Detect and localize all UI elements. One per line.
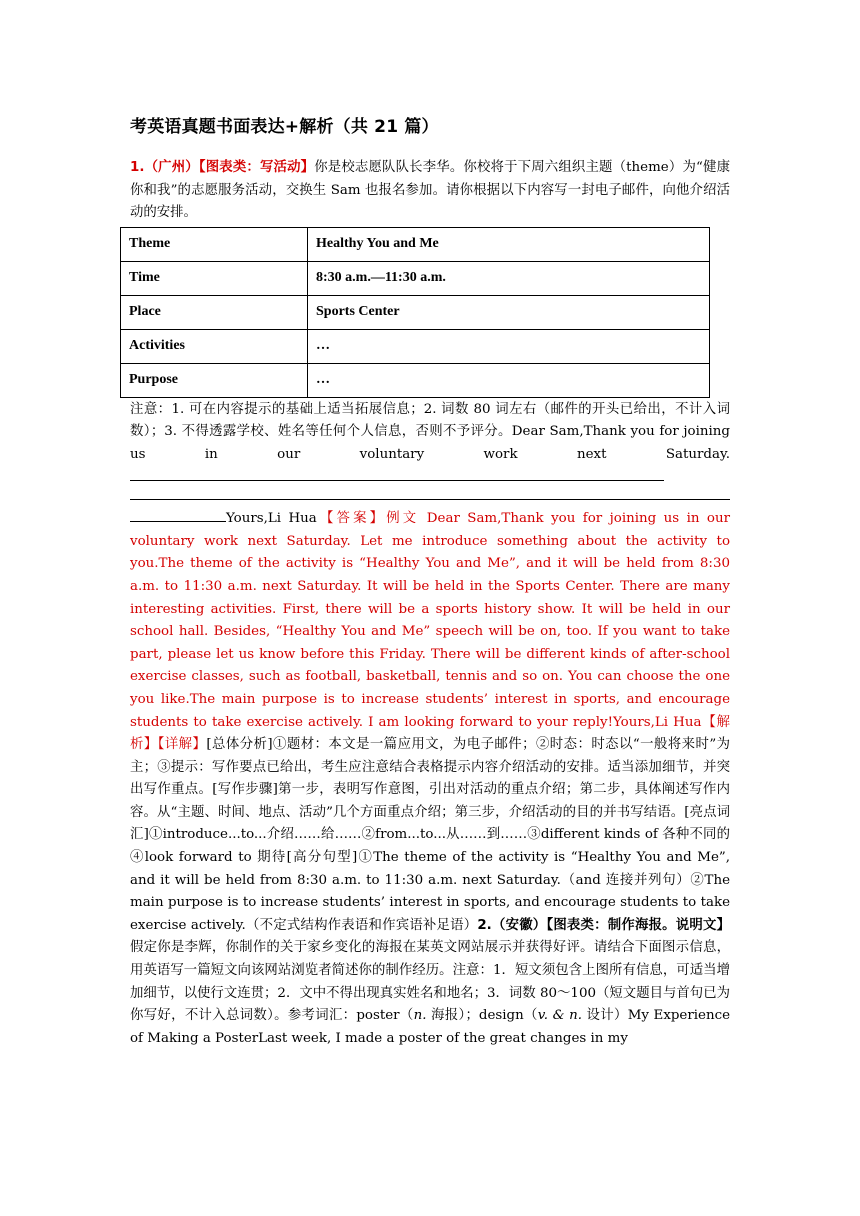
- question-1-label: 1.（广州）【图表类：写活动】: [130, 160, 315, 175]
- table-row: [121, 295, 710, 329]
- analysis-tags: 【解析】【详解】: [130, 714, 730, 753]
- letter-end: Yours,Li Hua: [226, 511, 317, 527]
- poster-gloss: 海报）；design（: [426, 1008, 538, 1024]
- table-cell-value: Sports Center: [308, 295, 710, 329]
- question-1-prompt: [130, 157, 730, 225]
- analysis-text: [总体分析]①题材：本文是一篇应用文，为电子邮件；②时态：时态以“一般将来时”为主；③提示：写作要点已给出，考生应注意结合表格提示内容介绍活动的安排。适当添加细节，并突出写作重点。[写作步骤]第一步，表明写作意图，引出对活动的重点介绍；第二步，具体阐述写作内容。从“主题、时间、地点、活动”几个方面重点介绍；第三步，介绍活动的目的并书写结语。[亮点词汇]①introduce...to...介绍……给……②from...to...从……到……③different kinds of 各种不同的④look forward to 期待[高分句型]①The theme of the activity is “Healthy You and Me”, and it will be held from 8:30 a.m. to 11:30 a.m. next Saturday.（and 连接并列句）②The main purpose is to increase students’ interest in sports, and encourage students to take exercise actively.（不定式结构作表语和作宾语补足语）: [130, 737, 730, 933]
- question-2-label: 2.（安徽）【图表类：制作海报。说明文】: [477, 917, 730, 933]
- letter-start: Dear Sam,Thank you for joining us in our voluntary work next Saturday.: [130, 424, 730, 462]
- table-cell-label: Time: [121, 261, 308, 295]
- answer-tag: 【答案】: [316, 511, 387, 527]
- answer-blank-line-full: [130, 489, 730, 500]
- essay-start: My Experience of Making a PosterLast week, I made a poster of the great changes in my: [130, 1008, 731, 1046]
- activity-info-table: [120, 227, 710, 398]
- table-cell-value: …: [308, 363, 710, 397]
- table-row: [121, 329, 710, 363]
- table-row: [121, 227, 710, 261]
- model-essay: 例文 Dear Sam,Thank you for joining us in our voluntary work next Saturday. Let me introduce something about the activity to you.The theme of the activity is “Healthy You and Me”, and it will be held from 8:30 a.m. to 11:30 a.m. next Saturday. It will be held in the Sports Center. There are many interesting activities. First, there will be a sports history show. It will be held in our school hall. Besides, “Healthy You and Me” speech will be on, too. If you want to take part, please let us know before this Friday. There will be different kinds of after-school exercise classes, such as football, basketball, tennis and so on. You can choose the one you like.The main purpose is to increase students’ interest in sports, and encourage students to take exercise actively. I am looking forward to your reply!Yours,Li Hua: [130, 511, 731, 730]
- answer-blank-short: [130, 521, 226, 522]
- question-2-prompt: 假定你是李辉，你制作的关于家乡变化的海报在某英文网站展示并获得好评。请结合下面图示信息，用英语写一篇短文向该网站浏览者简述你的制作经历。注意：1．短文须包含上图所有信息，可适当增加细节，以使行文连贯；2．文中不得出现真实姓名和地名；3．词数 80～100（短文题目与首句已为你写好，不计入总词数）。参考词汇：poster（: [130, 940, 730, 1024]
- table-cell-value: 8:30 a.m.—11:30 a.m.: [308, 261, 710, 295]
- question-1-answer: [130, 508, 730, 1050]
- document-title: 考英语真题书面表达+解析（共 21 篇）: [130, 117, 439, 137]
- verb-noun-abbr: v. & n.: [537, 1008, 582, 1024]
- question-1-notes: [130, 399, 730, 489]
- table-cell-label: Activities: [121, 329, 308, 363]
- question-1-text: 你是校志愿队队长李华。你校将于下周六组织主题（theme）为“健康你和我”的志愿服务活动，交换生 Sam 也报名参加。请你根据以下内容写一封电子邮件，向他介绍活动的安排。: [130, 160, 730, 221]
- table-cell-value: Healthy You and Me: [308, 227, 710, 261]
- table-cell-label: Purpose: [121, 363, 308, 397]
- design-gloss: 设计）: [581, 1008, 628, 1024]
- notes-text: 注意：1. 可在内容提示的基础上适当拓展信息；2. 词数 80 词左右（邮件的开头已给出，不计入词数）；3. 不得透露学校、姓名等任何个人信息，否则不予评分。: [130, 401, 730, 440]
- noun-abbr: n.: [413, 1008, 427, 1024]
- table-row: [121, 363, 710, 397]
- table-cell-value: …: [308, 329, 710, 363]
- table-cell-label: Place: [121, 295, 308, 329]
- table-cell-label: Theme: [121, 227, 308, 261]
- answer-blank-line: [130, 480, 664, 481]
- document-content: [130, 112, 730, 1050]
- table-row: [121, 261, 710, 295]
